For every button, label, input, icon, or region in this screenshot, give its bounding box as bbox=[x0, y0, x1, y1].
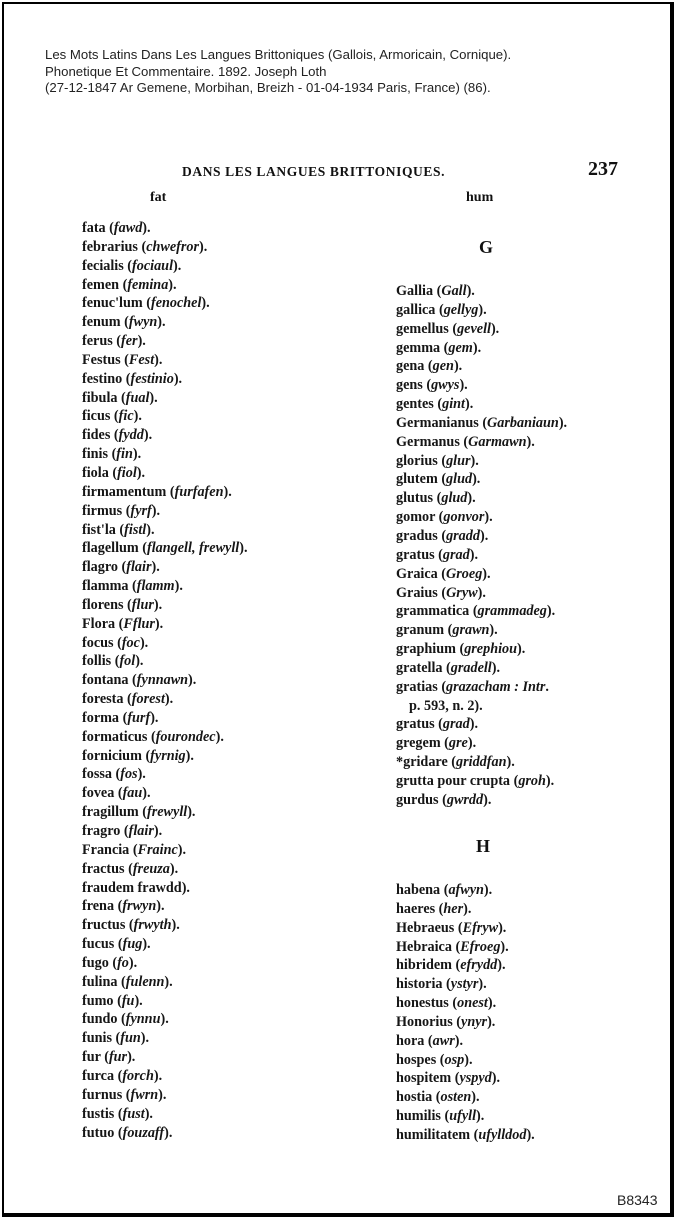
dictionary-entry: florens (flur). bbox=[82, 596, 163, 613]
dictionary-entry: flagro (flair). bbox=[82, 559, 160, 576]
dictionary-entry: funis (fun). bbox=[82, 1030, 150, 1047]
dictionary-entry: historia (ystyr). bbox=[396, 976, 487, 993]
dictionary-entry: Flora (Fflur). bbox=[82, 615, 164, 632]
dictionary-entry: furnus (fwrn). bbox=[82, 1086, 167, 1103]
dictionary-entry: grutta pour crupta (groh). bbox=[396, 772, 555, 789]
dictionary-entry: gentes (gint). bbox=[396, 396, 474, 413]
dictionary-entry: fugo (fo). bbox=[82, 954, 138, 971]
dictionary-entry: haeres (her). bbox=[396, 900, 472, 917]
dictionary-entry: Germanianus (Garbaniaun). bbox=[396, 414, 568, 431]
dictionary-entry: gratus (grad). bbox=[396, 716, 478, 733]
dictionary-entry: fundo (fynnu). bbox=[82, 1011, 169, 1028]
dictionary-entry: follis (fol). bbox=[82, 653, 144, 670]
caption-line: Phonetique Et Commentaire. 1892. Joseph Loth bbox=[45, 63, 327, 79]
dictionary-entry: festino (festinio). bbox=[82, 370, 183, 387]
dictionary-entry: gomor (gonvor). bbox=[396, 509, 493, 526]
dictionary-entry: fumo (fu). bbox=[82, 992, 143, 1009]
dictionary-entry: fovea (fau). bbox=[82, 785, 151, 802]
dictionary-entry: hora (awr). bbox=[396, 1032, 464, 1049]
dictionary-entry: grammatica (grammadeg). bbox=[396, 603, 556, 620]
dictionary-entry: ficus (fic). bbox=[82, 408, 142, 425]
dictionary-entry: gregem (gre). bbox=[396, 735, 477, 752]
dictionary-entry: glutus (glud). bbox=[396, 490, 476, 507]
running-head: DANS LES LANGUES BRITTONIQUES. bbox=[182, 164, 446, 179]
dictionary-entry: fractus (freuza). bbox=[82, 860, 179, 877]
dictionary-entry: Festus (Fest). bbox=[82, 351, 163, 368]
dictionary-entry: gratus (grad). bbox=[396, 546, 478, 563]
caption-line: Les Mots Latins Dans Les Langues Brittoniques (Gallois, Armoricain, Cornique). bbox=[45, 47, 512, 62]
dictionary-entry: glutem (glud). bbox=[396, 471, 481, 488]
dictionary-entry: febrarius (chwefror). bbox=[82, 238, 208, 255]
right-column-guide-word: hum bbox=[466, 190, 494, 205]
dictionary-entry: gallica (gellyg). bbox=[396, 301, 487, 318]
dictionary-entry: p. 593, n. 2). bbox=[409, 697, 483, 714]
dictionary-entry: Germanus (Garmawn). bbox=[396, 433, 535, 450]
dictionary-entry: fulina (fulenn). bbox=[82, 973, 173, 990]
dictionary-entry: finis (fin). bbox=[82, 446, 142, 463]
dictionary-entry: ferus (fer). bbox=[82, 333, 146, 350]
left-entry-list bbox=[82, 219, 248, 1142]
dictionary-entry: fides (fydd). bbox=[82, 427, 153, 444]
reference-code: B8343 bbox=[617, 1192, 658, 1208]
dictionary-entry: hospitem (yspyd). bbox=[396, 1070, 501, 1087]
dictionary-entry: humilis (ufyll). bbox=[396, 1108, 485, 1125]
dictionary-entry: Gallia (Gall). bbox=[396, 283, 475, 299]
dictionary-entry: fist'la (fistl). bbox=[82, 521, 155, 538]
dictionary-entry: formaticus (fourondec). bbox=[82, 728, 224, 745]
dictionary-entry: gena (gen). bbox=[396, 358, 463, 375]
dictionary-entry: forma (furf). bbox=[82, 709, 159, 726]
dictionary-entry: Graica (Groeg). bbox=[396, 565, 491, 582]
dictionary-entry: gemma (gem). bbox=[396, 339, 482, 356]
dictionary-entry: Honorius (ynyr). bbox=[396, 1013, 496, 1030]
dictionary-entry: fibula (fual). bbox=[82, 389, 158, 406]
h-entry-list bbox=[396, 881, 535, 1145]
dictionary-entry: Francia (Frainc). bbox=[82, 841, 187, 858]
dictionary-entry: gradus (gradd). bbox=[396, 527, 489, 544]
dictionary-entry: gens (gwys). bbox=[396, 377, 468, 394]
dictionary-entry: femen (femina). bbox=[82, 276, 177, 293]
g-entry-list bbox=[396, 282, 567, 810]
dictionary-entry: firmamentum (furfafen). bbox=[82, 483, 232, 500]
dictionary-entry: humilitatem (ufylldod). bbox=[396, 1126, 535, 1143]
dictionary-entry: graphium (grephiou). bbox=[396, 641, 526, 658]
dictionary-entry: habena (afwyn). bbox=[396, 882, 493, 898]
dictionary-entry: flamma (flamm). bbox=[82, 578, 183, 595]
dictionary-entry: gratella (gradell). bbox=[396, 659, 501, 676]
dictionary-entry: hospes (osp). bbox=[396, 1051, 473, 1068]
dictionary-entry: fossa (fos). bbox=[82, 766, 146, 783]
dictionary-entry: fecialis (fociaul). bbox=[82, 257, 182, 274]
dictionary-entry: hibridem (efrydd). bbox=[396, 957, 506, 974]
dictionary-entry: fragro (flair). bbox=[82, 823, 163, 839]
dictionary-entry: Graius (Gryw). bbox=[396, 584, 486, 601]
section-letter-g: G bbox=[479, 237, 494, 257]
dictionary-entry: fragillum (frewyll). bbox=[82, 804, 196, 821]
dictionary-entry: Hebraica (Efroeg). bbox=[396, 938, 509, 955]
dictionary-entry: foresta (forest). bbox=[82, 691, 174, 708]
dictionary-entry: granum (grawn). bbox=[396, 622, 498, 639]
dictionary-entry: glorius (glur). bbox=[396, 452, 479, 469]
dictionary-entry: honestus (onest). bbox=[396, 995, 497, 1012]
dictionary-entry: fustis (fust). bbox=[82, 1105, 153, 1122]
dictionary-entry: furca (forch). bbox=[82, 1067, 163, 1084]
dictionary-entry: flagellum (flangell, frewyll). bbox=[82, 540, 248, 557]
dictionary-entry: fenuc'lum (fenochel). bbox=[82, 295, 210, 312]
page-number: 237 bbox=[588, 158, 618, 180]
document-caption bbox=[45, 47, 645, 97]
dictionary-entry: fraudem frawdd). bbox=[82, 879, 190, 896]
dictionary-entry: fur (fur). bbox=[82, 1049, 136, 1066]
dictionary-entry: futuo (fouzaff). bbox=[82, 1124, 173, 1141]
section-letter-h: H bbox=[476, 836, 491, 856]
dictionary-entry: focus (foc). bbox=[82, 634, 149, 651]
dictionary-entry: fiola (fiol). bbox=[82, 464, 146, 481]
dictionary-entry: fenum (fwyn). bbox=[82, 314, 166, 331]
dictionary-entry: fructus (frwyth). bbox=[82, 917, 180, 934]
dictionary-entry: gemellus (gevell). bbox=[396, 320, 500, 337]
dictionary-entry: frena (frwyn). bbox=[82, 898, 165, 915]
dictionary-entry: fucus (fug). bbox=[82, 936, 151, 953]
dictionary-entry: *gridare (griddfan). bbox=[396, 754, 515, 771]
dictionary-entry: fontana (fynnawn). bbox=[82, 672, 197, 689]
dictionary-entry: fornicium (fyrnig). bbox=[82, 747, 194, 764]
dictionary-entry: gratias (grazacham : Intr. bbox=[396, 678, 549, 695]
dictionary-entry: hostia (osten). bbox=[396, 1089, 480, 1106]
left-column-guide-word: fat bbox=[150, 190, 167, 205]
dictionary-entry: Hebraeus (Efryw). bbox=[396, 919, 507, 936]
dictionary-entry: gurdus (gwrdd). bbox=[396, 791, 492, 808]
caption-line: (27-12-1847 Ar Gemene, Morbihan, Breizh - 01-04-1934 Paris, France) (86). bbox=[45, 80, 491, 95]
dictionary-entry: fata (fawd). bbox=[82, 220, 151, 236]
dictionary-entry: firmus (fyrf). bbox=[82, 502, 161, 519]
